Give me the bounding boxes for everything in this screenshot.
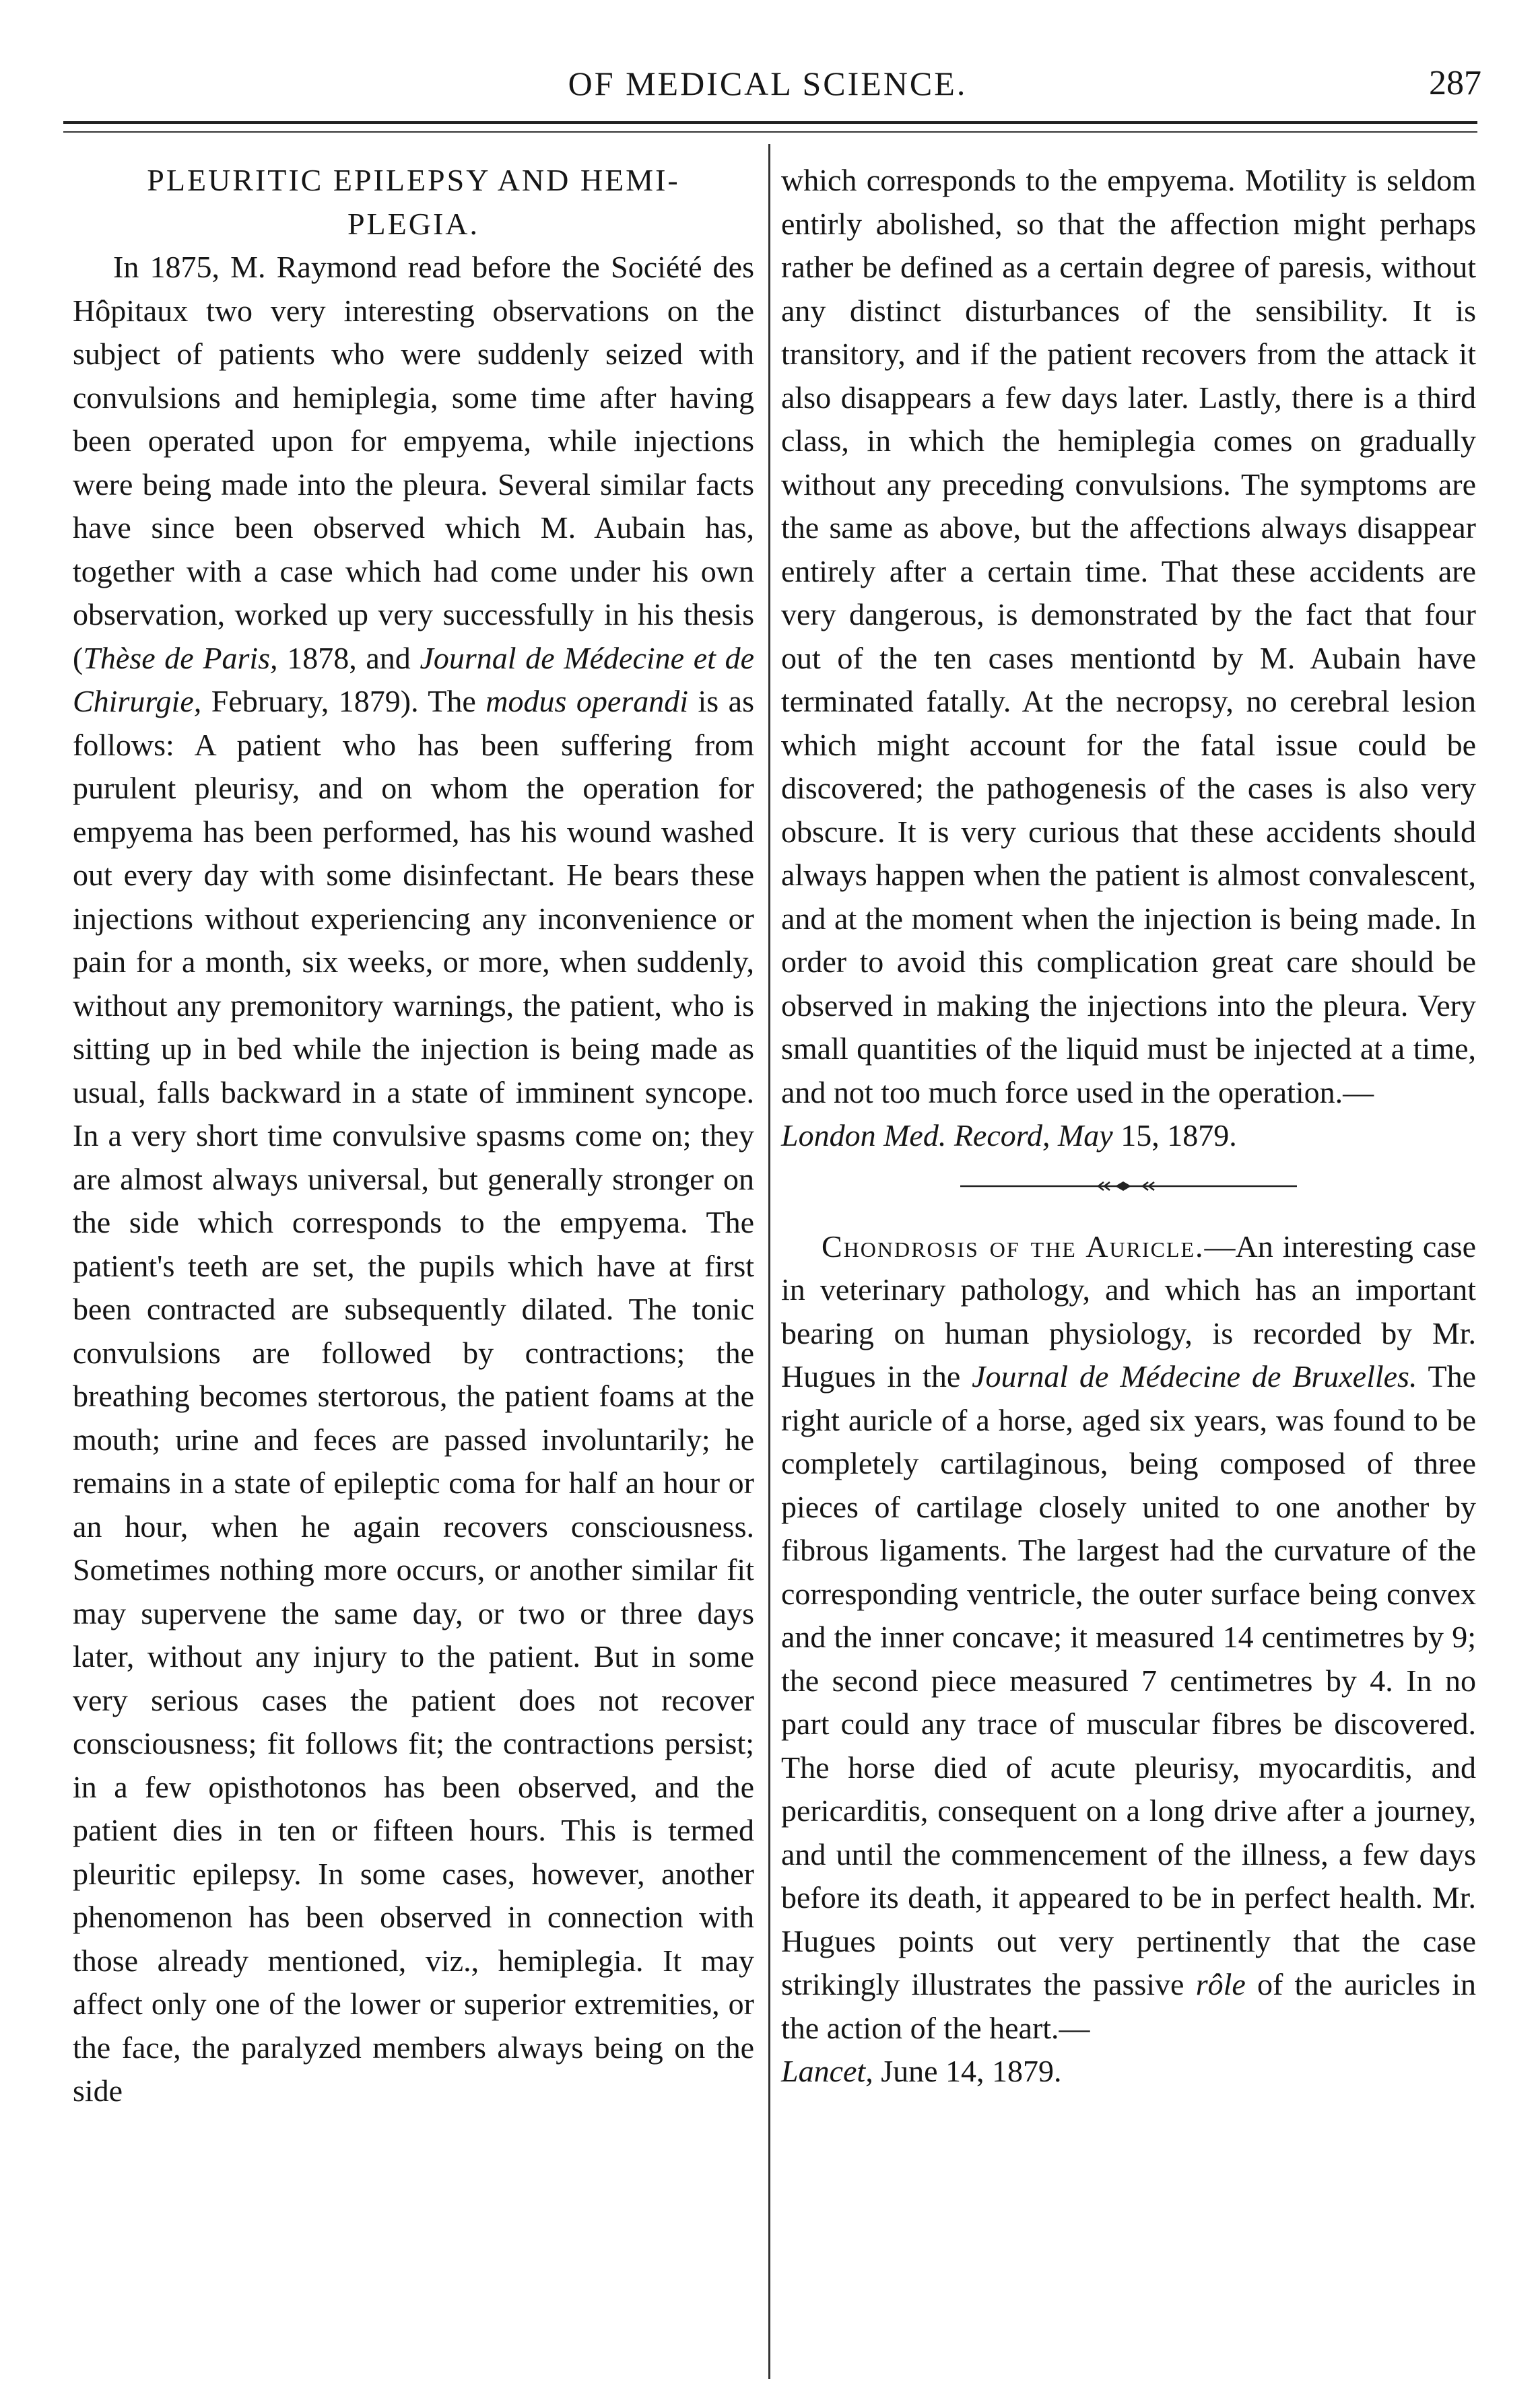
latin-phrase: modus operandi bbox=[486, 684, 689, 718]
article-heading-line-1: PLEURITIC EPILEPSY AND HEMI- bbox=[147, 163, 680, 197]
header-rule-thick bbox=[63, 121, 1477, 124]
paragraph-text: In 1875, M. Raymond read before the Société des Hôpitaux two very interesting observations on the subject of patients who were suddenly seized with convulsions and hemiplegia, some time after having been operated upon for empyema, while injections were being made into the pleura. Several similar facts have since been observed which M. Aubain has, together with a case which had come under his own observation, worked up very successfully in his thesis ( bbox=[73, 250, 754, 675]
paragraph-text: is as follows: A patient who has been suffering from purulent pleurisy, and on whom the operation for empyema has been performed, has his wound washed out every day with some disinfectant. He bears these injections without experiencing any inconvenience or pain for a month, six weeks, or more, when suddenly, without any premonitory warnings, the patient, who is sitting up in bed while the injection is being made as usual, falls backward in a state of imminent syncope. In a very short time convulsive spasms come on; they are almost always universal, but generally stronger on the side which corresponds to the empyema. The patient's teeth are set, the pupils which have at first been contracted are subsequently dilated. The tonic convulsions are followed by contractions; the breathing becomes stertorous, the patient foams at the mouth; urine and feces are passed involuntarily; he remains in a state of epileptic coma for half an hour or an hour, when he again recovers consciousness. Sometimes nothing more occurs, or another similar fit may supervene the same day, or two or three days later, without any injury to the patient. But in some very serious cases the patient does not recover consciousness; fit follows fit; the contractions persist; in a few opisthotonos has been observed, and the patient dies in ten or fifteen hours. This is termed pleuritic epilepsy. In some cases, however, another phenomenon has been observed in connection with those already mentioned, viz., hemiplegia. It may affect only one of the lower or superior extremities, or the face, the paralyzed members always being on the side bbox=[73, 684, 754, 2108]
paragraph-text: of the auricles in the action of the heart.— bbox=[781, 1967, 1476, 2045]
continued-paragraph bbox=[781, 159, 1476, 1158]
italic-word: rôle bbox=[1195, 1967, 1246, 2001]
article-paragraph bbox=[73, 246, 754, 2113]
column-divider bbox=[768, 144, 770, 2379]
citation-journal: Journal de Médecine de Bruxelles. bbox=[972, 1359, 1417, 1394]
citation-journal: Journal de Médecine et de Chirurgie, bbox=[73, 640, 754, 718]
citation-these: Thèse de Paris, bbox=[83, 640, 278, 675]
left-column bbox=[73, 159, 754, 2113]
paragraph-text: 1878, and bbox=[277, 640, 420, 675]
article-heading-line-2: PLEGIA. bbox=[347, 206, 480, 241]
source-citation: Lancet, bbox=[781, 2054, 873, 2088]
right-column bbox=[781, 159, 1476, 2094]
paragraph-text: —An interesting case in veterinary pathology, and which has an important bearing on human physiology, is recorded by Mr. Hugues in the bbox=[781, 1229, 1476, 1394]
header-rule-thin bbox=[63, 131, 1477, 133]
paragraph-text: which corresponds to the empyema. Motility is seldom entirly abolished, so that the affection might perhaps rather be defined as a certain degree of paresis, without any distinct disturbances of the sensibility. It is transitory, and if the patient recovers from the attack it also disappears a few days later. Lastly, there is a third class, in which the hemiplegia comes on gradually without any preceding convulsions. The symptoms are the same as above, but the affections always disappear entirely after a certain time. That these accidents are very dangerous, is demonstrated by the fact that four out of the ten cases mentiontd by M. Aubain have terminated fatally. At the necropsy, no cerebral lesion which might account for the fatal issue could be discovered; the pathogenesis of the cases is also very obscure. It is very curious that these accidents should always happen when the patient is almost convalescent, and at the moment when the injection is being made. In order to avoid this complication great care should be observed in making the injections into the pleura. Very small quantities of the liquid must be injected at a time, and not too much force used in the operation.— bbox=[781, 163, 1476, 1109]
source-citation: London Med. Record, May bbox=[781, 1118, 1113, 1153]
source-date: 15, 1879. bbox=[1112, 1118, 1237, 1153]
running-title: OF MEDICAL SCIENCE. bbox=[568, 65, 968, 102]
article-title: Chondrosis of the Auricle. bbox=[822, 1229, 1205, 1264]
article-paragraph bbox=[781, 1225, 1476, 2094]
page-number: 287 bbox=[1429, 64, 1481, 102]
running-head bbox=[0, 57, 1538, 110]
paragraph-text: The right auricle of a horse, aged six years, was found to be completely cartilaginous, being composed of three pieces of cartilage closely united to one another by fibrous ligaments. The largest had the curvature of the corresponding ventricle, the outer surface being convex and the inner concave; it measured 14 centimetres by 9; the second piece measured 7 centimetres by 4. In no part could any trace of muscular fibres be discovered. The horse died of acute pleurisy, myocarditis, and pericarditis, consequent on a long drive after a journey, and until the commencement of the illness, a few days before its death, it appeared to be in perfect health. Mr. Hugues points out very pertinently that the case strikingly illustrates the passive bbox=[781, 1359, 1476, 2001]
paragraph-text: February, 1879). The bbox=[201, 684, 486, 718]
ornamental-divider bbox=[960, 1178, 1297, 1194]
article-heading bbox=[73, 159, 754, 246]
source-date: June 14, 1879. bbox=[873, 2054, 1062, 2088]
